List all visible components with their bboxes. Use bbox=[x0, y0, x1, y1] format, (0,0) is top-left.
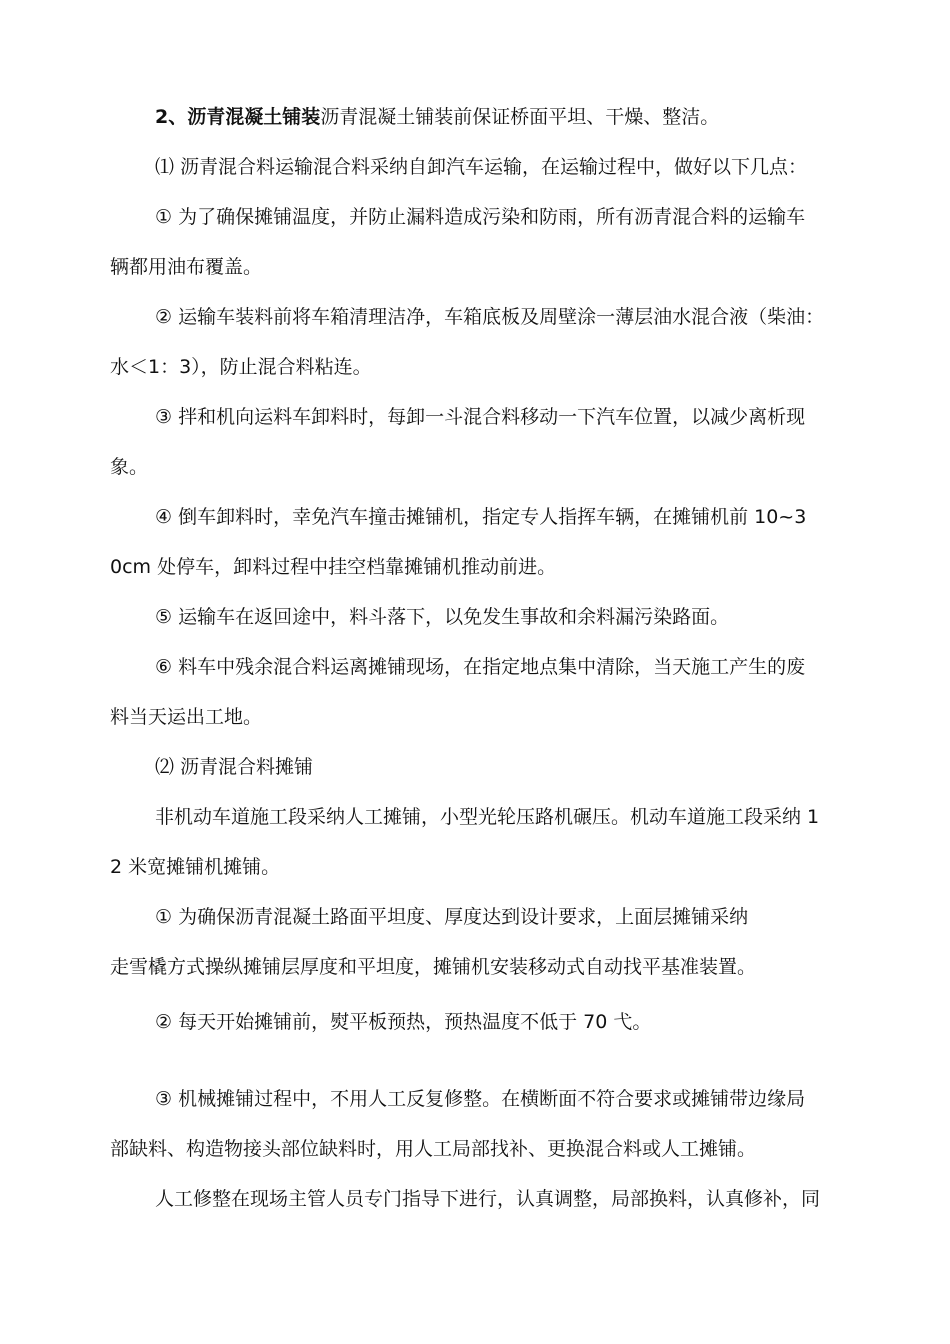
transport-item-3-line-2: 象。 bbox=[110, 456, 149, 478]
paving-title: ⑵ 沥青混合料摊铺 bbox=[155, 756, 314, 778]
section-heading bbox=[155, 105, 875, 129]
transport-item-6-line-2: 料当天运出工地。 bbox=[110, 706, 263, 728]
paving-item-2: ② 每天开始摊铺前，熨平板预热，预热温度不低于 70 弋。 bbox=[155, 1011, 652, 1033]
paving-item-3-line-2: 部缺料、构造物接头部位缺料时，用人工局部找补、更换混合料或人工摊铺。 bbox=[110, 1138, 757, 1160]
paving-intro-line-2: 2 米宽摊铺机摊铺。 bbox=[110, 856, 281, 878]
transport-item-6-line-1: ⑥ 料车中残余混合料运离摊铺现场，在指定地点集中清除，当天施工产生的废 bbox=[155, 656, 806, 678]
transport-item-1-line-1: ① 为了确保摊铺温度，并防止漏料造成污染和防雨，所有沥青混合料的运输车 bbox=[155, 206, 806, 228]
transport-item-2-line-2: 水＜1：3），防止混合料粘连。 bbox=[110, 356, 372, 378]
paving-intro-line-1: 非机动车道施工段采纳人工摊铺，小型光轮压路机碾压。机动车道施工段采纳 1 bbox=[155, 806, 820, 828]
paving-item-1-line-1: ① 为确保沥青混凝土路面平坦度、厚度达到设计要求，上面层摊铺采纳 bbox=[155, 906, 749, 928]
paving-item-3-line-1: ③ 机械摊铺过程中，不用人工反复修整。在横断面不符合要求或摊铺带边缘局 bbox=[155, 1088, 806, 1110]
section-heading-text: 沥青混凝土铺装前保证桥面平坦、干燥、整洁。 bbox=[320, 106, 720, 128]
transport-item-1-line-2: 辆都用油布覆盖。 bbox=[110, 256, 263, 278]
transport-item-5: ⑤ 运输车在返回途中，料斗落下，以免发生事故和余料漏污染路面。 bbox=[155, 606, 730, 628]
paving-item-1-line-2: 走雪橇方式操纵摊铺层厚度和平坦度，摊铺机安装移动式自动找平基准装置。 bbox=[110, 956, 757, 978]
paving-final-line: 人工修整在现场主管人员专门指导下进行，认真调整，局部换料，认真修补，同 bbox=[155, 1188, 821, 1210]
transport-title: ⑴ 沥青混合料运输混合料采纳自卸汽车运输，在运输过程中，做好以下几点： bbox=[155, 156, 808, 178]
section-heading-bold: 2、沥青混凝土铺装 bbox=[155, 106, 321, 128]
transport-item-3-line-1: ③ 拌和机向运料车卸料时，每卸一斗混合料移动一下汽车位置，以减少离析现 bbox=[155, 406, 806, 428]
transport-item-4-line-1: ④ 倒车卸料时，幸免汽车撞击摊铺机，指定专人指挥车辆，在摊铺机前 10~3 bbox=[155, 506, 807, 528]
transport-item-2-line-1: ② 运输车装料前将车箱清理洁净，车箱底板及周壁涂一薄层油水混合液（柴油： bbox=[155, 306, 825, 328]
transport-item-4-line-2: 0cm 处停车，卸料过程中挂空档靠摊铺机推动前进。 bbox=[110, 556, 557, 578]
